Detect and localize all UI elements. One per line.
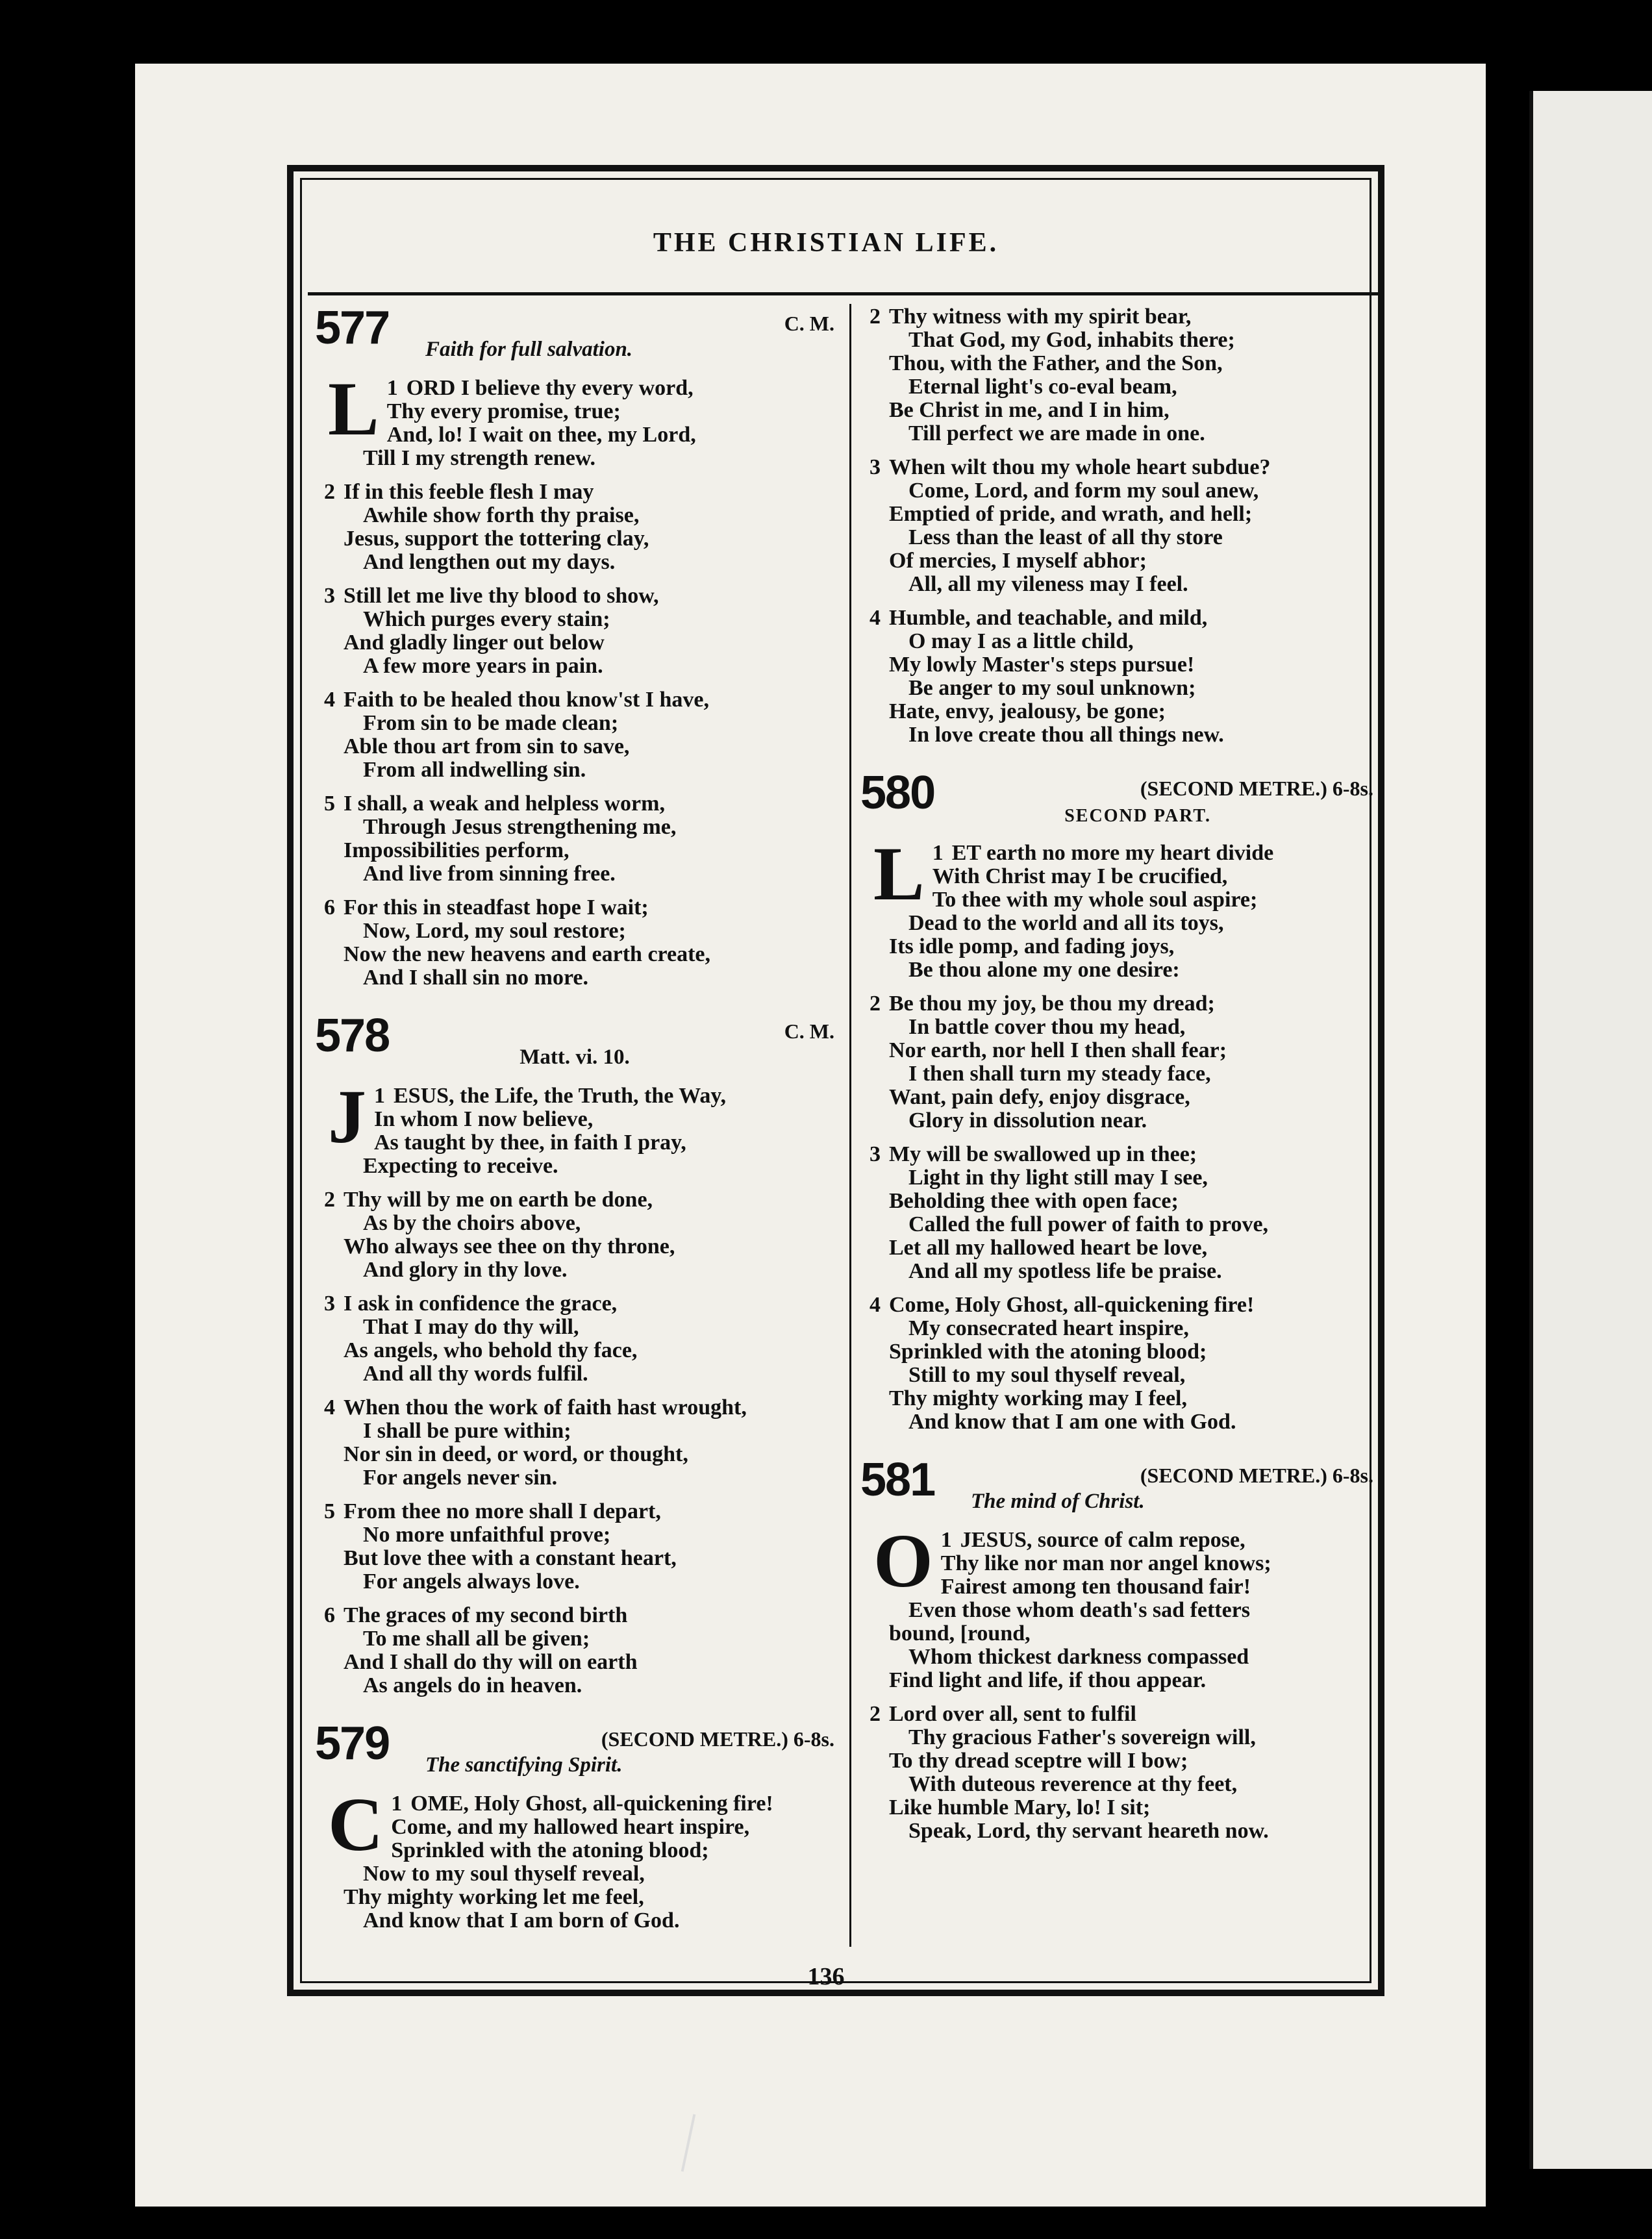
hymn-title: Matt. vi. 10. <box>519 1045 630 1069</box>
verse-line: Who always see thee on thy throne, <box>344 1234 675 1258</box>
verse-line: Which purges every stain; <box>363 607 610 631</box>
verse-line: Come, and my hallowed heart inspire, <box>391 1815 750 1839</box>
verse-line: And glory in thy love. <box>363 1258 568 1282</box>
hymn-header <box>315 1718 834 1792</box>
verse-line: Able thou art from sin to save, <box>344 734 630 758</box>
verse-line: My lowly Master's steps pursue! <box>889 653 1195 677</box>
hymn-number: 577 <box>315 302 390 354</box>
verse-line: Less than the least of all thy store <box>908 525 1223 549</box>
line-text: From thee no more shall I depart, <box>344 1499 661 1523</box>
verse-line: Thou, with the Father, and the Son, <box>889 351 1223 375</box>
verse-line: Thy mighty working let me feel, <box>344 1885 644 1909</box>
verse-line: Now the new heavens and earth create, <box>344 942 711 966</box>
stanza-number: 6 <box>324 1603 335 1627</box>
verse-line: But love thee with a constant heart, <box>344 1546 677 1570</box>
hymn-metre: C. M. <box>784 1019 834 1043</box>
verse-line: From all indwelling sin. <box>363 758 586 782</box>
stanza-number: 4 <box>324 688 335 712</box>
line-text: ORD I believe thy every word, <box>406 376 694 400</box>
stanza-number: 1 <box>386 376 398 400</box>
stanza-first-line <box>315 896 834 919</box>
drop-cap: O <box>873 1518 933 1603</box>
verse-line: Through Jesus strengthening me, <box>363 815 677 839</box>
stanza-first-line <box>315 1188 834 1212</box>
verse-line: And all thy words fulfil. <box>363 1362 588 1386</box>
verse-line: And live from sinning free. <box>363 862 616 886</box>
hymn <box>315 302 834 990</box>
adjacent-page-edge <box>1529 91 1652 2169</box>
stanza <box>860 1518 1373 1692</box>
stanza-first-line <box>315 792 834 816</box>
line-text: My will be swallowed up in thee; <box>889 1142 1197 1166</box>
line-text: Be thou my joy, be thou my dread; <box>889 992 1215 1016</box>
stanza-first-line <box>315 1604 834 1627</box>
stanza <box>315 1074 834 1178</box>
hymn-header <box>860 767 1373 842</box>
drop-cap: L <box>873 831 925 916</box>
stanza-number: 1 <box>391 1792 403 1816</box>
stanza <box>315 688 834 782</box>
verse-line: My consecrated heart inspire, <box>908 1316 1189 1340</box>
stanza-number: 3 <box>870 1142 881 1166</box>
stanza-first-line <box>860 607 1373 630</box>
verse-line: To thee with my whole soul aspire; <box>932 888 1258 912</box>
line-text: When thou the work of faith hast wrought, <box>344 1395 747 1420</box>
verse-line: Even those whom death's sad fetters <box>908 1598 1251 1622</box>
verse-line: Eternal light's co-eval beam, <box>908 375 1177 399</box>
verse-line: Now to my soul thyself reveal, <box>363 1862 645 1886</box>
hymn-title: Faith for full salvation. <box>425 338 633 361</box>
stanza-first-line <box>315 1292 834 1316</box>
stanza <box>315 1604 834 1697</box>
verse-line: Be Christ in me, and I in him, <box>889 398 1170 422</box>
verse-line: And know that I am one with God. <box>908 1410 1236 1434</box>
page-number: 136 <box>807 1963 845 1990</box>
stanza <box>315 1396 834 1490</box>
verse-line: And know that I am born of God. <box>363 1908 680 1933</box>
stanza <box>315 366 834 470</box>
verse-line: Beholding thee with open face; <box>889 1189 1179 1213</box>
verse-line: I then shall turn my steady face, <box>908 1062 1211 1086</box>
stanza-first-line <box>860 992 1373 1016</box>
hymn-number: 581 <box>860 1454 935 1506</box>
right-column <box>860 305 1373 1866</box>
line-text: ESUS, the Life, the Truth, the Way, <box>394 1084 726 1108</box>
hymn-metre: (SECOND METRE.) 6-8s. <box>1140 1464 1373 1487</box>
stanza-number: 4 <box>870 606 881 630</box>
line-text: Humble, and teachable, and mild, <box>889 606 1208 630</box>
hymn <box>315 1010 834 1697</box>
verse-line: Light in thy light still may I see, <box>908 1166 1208 1190</box>
stanza-number: 2 <box>324 1188 335 1212</box>
verse-line: Jesus, support the tottering clay, <box>344 527 649 551</box>
verse-line: Impossibilities perform, <box>344 838 569 862</box>
verse-line: All, all my vileness may I feel. <box>908 572 1188 596</box>
stanza-number: 4 <box>870 1293 881 1317</box>
stanza <box>315 896 834 990</box>
hymn-title: The mind of Christ. <box>971 1490 1145 1513</box>
verse-line: Let all my hallowed heart be love, <box>889 1236 1208 1260</box>
hymn <box>860 767 1373 1434</box>
verse-line: Now, Lord, my soul restore; <box>363 919 626 943</box>
hymn-header <box>315 302 834 377</box>
verse-line: Hate, envy, jealousy, be gone; <box>889 699 1166 723</box>
verse-line: With Christ may I be crucified, <box>932 864 1228 888</box>
stanza-number: 2 <box>870 1702 881 1726</box>
verse-line: Be thou alone my one desire: <box>908 958 1180 982</box>
stanza-first-line <box>315 688 834 712</box>
verse-line: Nor sin in deed, or word, or thought, <box>344 1442 688 1466</box>
line-text: I shall, a weak and helpless worm, <box>344 792 665 816</box>
verse-line: In battle cover thou my head, <box>908 1015 1186 1039</box>
line-text: JESUS, source of calm repose, <box>960 1528 1245 1552</box>
stanza-first-line <box>860 1294 1373 1317</box>
verse-line: To thy dread sceptre will I bow; <box>889 1749 1188 1773</box>
verse-line: Fairest among ten thousand fair! <box>940 1575 1251 1599</box>
verse-line: No more unfaithful prove; <box>363 1523 611 1547</box>
stanza <box>860 1294 1373 1434</box>
drop-cap: L <box>328 366 379 451</box>
verse-line: And I shall sin no more. <box>363 966 589 990</box>
verse-line: bound, [round, <box>889 1621 1031 1645</box>
hymn-number: 578 <box>315 1010 390 1062</box>
stanza-first-line <box>315 481 834 504</box>
stanza-number: 4 <box>324 1395 335 1420</box>
stanza-first-line <box>860 1703 1373 1726</box>
verse-line: I shall be pure within; <box>363 1419 571 1443</box>
stanza-number: 5 <box>324 792 335 816</box>
verse-line: And all my spotless life be praise. <box>908 1259 1222 1283</box>
line-text: When wilt thou my whole heart subdue? <box>889 455 1271 479</box>
hymn-number: 580 <box>860 767 935 819</box>
verse-line: With duteous reverence at thy feet, <box>908 1772 1238 1796</box>
stanza-number: 2 <box>870 305 881 329</box>
verse-line: That I may do thy will, <box>363 1315 579 1339</box>
line-text: Come, Holy Ghost, all-quickening fire! <box>889 1293 1255 1317</box>
hymn <box>860 1454 1373 1843</box>
verse-line: From sin to be made clean; <box>363 711 619 735</box>
verse-line: Dead to the world and all its toys, <box>908 911 1224 935</box>
hymn-part: SECOND PART. <box>1064 806 1211 826</box>
drop-cap: C <box>328 1782 384 1867</box>
verse-line: Sprinkled with the atoning blood; <box>889 1340 1207 1364</box>
verse-line: A few more years in pain. <box>363 654 603 678</box>
stanza-number: 3 <box>324 1292 335 1316</box>
stanza <box>860 456 1373 596</box>
stanza <box>860 1703 1373 1843</box>
verse-line: And gladly linger out below <box>344 631 605 655</box>
stanza-first-line <box>315 584 834 608</box>
stanza <box>860 1143 1373 1283</box>
line-text: The graces of my second birth <box>344 1603 628 1627</box>
verse-line: Expecting to receive. <box>363 1154 558 1178</box>
verse-line: And lengthen out my days. <box>363 550 616 574</box>
hymn-title: The sanctifying Spirit. <box>425 1753 623 1777</box>
verse-line: In whom I now believe, <box>374 1107 594 1131</box>
verse-line: As by the choirs above, <box>363 1211 581 1235</box>
line-text: Still let me live thy blood to show, <box>344 584 659 608</box>
stanza <box>315 1292 834 1386</box>
verse-line: Thy every promise, true; <box>386 399 621 423</box>
hymn-metre: C. M. <box>784 312 834 335</box>
verse-line: And I shall do thy will on earth <box>344 1650 638 1674</box>
line-text: OME, Holy Ghost, all-quickening fire! <box>410 1792 773 1816</box>
verse-line: That God, my God, inhabits there; <box>908 328 1235 352</box>
hymn-header <box>315 1010 834 1084</box>
stanza <box>315 1782 834 1933</box>
verse-line: Its idle pomp, and fading joys, <box>889 934 1175 958</box>
line-text: Thy witness with my spirit bear, <box>889 305 1192 329</box>
verse-line: Whom thickest darkness compassed <box>908 1645 1249 1669</box>
verse-line: Speak, Lord, thy servant heareth now. <box>908 1819 1269 1843</box>
stanza-number: 1 <box>932 841 944 865</box>
verse-line: As taught by thee, in faith I pray, <box>374 1131 686 1155</box>
verse-line: Still to my soul thyself reveal, <box>908 1363 1186 1387</box>
stanza <box>315 584 834 678</box>
stanza <box>315 1500 834 1594</box>
verse-line: To me shall all be given; <box>363 1627 590 1651</box>
verse-line: Sprinkled with the atoning blood; <box>391 1838 709 1862</box>
stanza-first-line <box>860 456 1373 479</box>
stanza-first-line <box>315 1396 834 1420</box>
stanza-number: 3 <box>870 455 881 479</box>
verse-line: Thy mighty working may I feel, <box>889 1386 1187 1410</box>
line-text: If in this feeble flesh I may <box>344 480 594 504</box>
verse-line: Till perfect we are made in one. <box>908 421 1205 445</box>
verse-line: Be anger to my soul unknown; <box>908 676 1196 700</box>
line-text: Thy will by me on earth be done, <box>344 1188 653 1212</box>
stanza-number: 2 <box>870 992 881 1016</box>
hymn-metre: (SECOND METRE.) 6-8s. <box>1140 777 1373 800</box>
verse-line: Come, Lord, and form my soul anew, <box>908 479 1259 503</box>
verse-line: Thy gracious Father's sovereign will, <box>908 1725 1256 1749</box>
verse-line: Want, pain defy, enjoy disgrace, <box>889 1085 1190 1109</box>
line-text: ET earth no more my heart divide <box>951 841 1274 865</box>
line-text: I ask in confidence the grace, <box>344 1292 618 1316</box>
hymn <box>315 1718 834 1933</box>
verse-line: Of mercies, I myself abhor; <box>889 549 1147 573</box>
verse-line: For angels always love. <box>363 1570 580 1594</box>
hymn-number: 579 <box>315 1718 390 1770</box>
verse-line: Thy like nor man nor angel knows; <box>940 1551 1271 1575</box>
stanza-number: 5 <box>324 1499 335 1523</box>
stanza-first-line <box>860 1143 1373 1166</box>
verse-line: Emptied of pride, and wrath, and hell; <box>889 502 1253 526</box>
verse-line: Glory in dissolution near. <box>908 1108 1147 1132</box>
verse-line: And, lo! I wait on thee, my Lord, <box>386 423 696 447</box>
stanza <box>315 481 834 574</box>
column-divider <box>849 304 851 1947</box>
running-head: THE CHRISTIAN LIFE. <box>653 228 999 258</box>
verse-line: As angels do in heaven. <box>363 1673 582 1697</box>
line-text: Lord over all, sent to fulfil <box>889 1702 1136 1726</box>
hymn-metre: (SECOND METRE.) 6-8s. <box>601 1727 834 1751</box>
verse-line: For angels never sin. <box>363 1466 558 1490</box>
hymn <box>860 305 1373 747</box>
stanza <box>860 607 1373 747</box>
header-rule <box>308 292 1383 295</box>
hymn-header <box>860 1454 1373 1529</box>
line-text: Faith to be healed thou know'st I have, <box>344 688 709 712</box>
stanza <box>315 1188 834 1282</box>
left-column <box>315 302 834 1956</box>
verse-line: Called the full power of faith to prove, <box>908 1212 1269 1236</box>
stanza <box>315 792 834 886</box>
verse-line: Till I my strength renew. <box>363 446 595 470</box>
stanza <box>860 992 1373 1132</box>
verse-line: O may I as a little child, <box>908 629 1134 653</box>
stanza-number: 3 <box>324 584 335 608</box>
stanza-number: 1 <box>374 1084 385 1108</box>
stanza-number: 1 <box>940 1528 952 1552</box>
verse-line: In love create thou all things new. <box>908 723 1224 747</box>
line-text: For this in steadfast hope I wait; <box>344 895 649 919</box>
drop-cap: J <box>328 1074 366 1159</box>
stanza <box>860 831 1373 982</box>
verse-line: Nor earth, nor hell I then shall fear; <box>889 1038 1227 1062</box>
verse-line: Find light and life, if thou appear. <box>889 1668 1207 1692</box>
verse-line: As angels, who behold thy face, <box>344 1338 638 1362</box>
stanza-number: 6 <box>324 895 335 919</box>
stanza-first-line <box>860 305 1373 329</box>
stanza <box>860 305 1373 445</box>
stanza-number: 2 <box>324 480 335 504</box>
stanza-first-line <box>315 1500 834 1523</box>
verse-line: Like humble Mary, lo! I sit; <box>889 1795 1151 1820</box>
verse-line: Awhile show forth thy praise, <box>363 503 640 527</box>
